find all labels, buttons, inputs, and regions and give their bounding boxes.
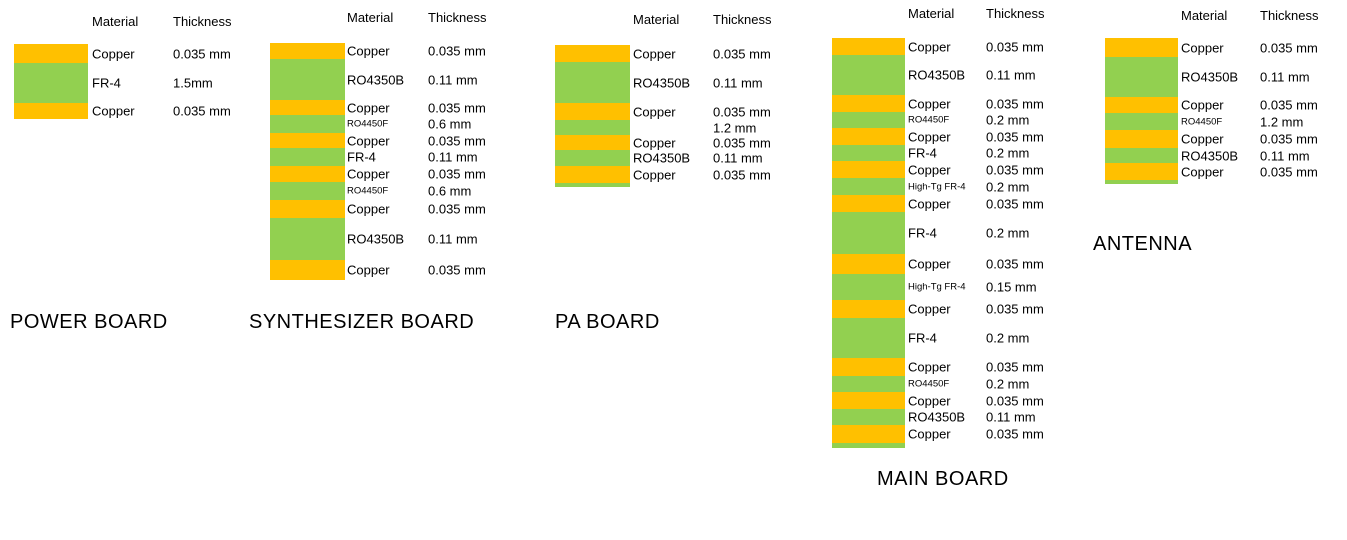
layer-material-label: Copper	[908, 162, 951, 177]
layer-bar-high-tg-fr-4	[832, 178, 905, 195]
material-column-header: Material	[1181, 8, 1228, 23]
layer-bar-ro4350b	[270, 59, 345, 100]
thickness-column-header: Thickness	[713, 12, 772, 27]
layer-material-label: Copper	[347, 100, 390, 115]
layer-thickness-label: 1.5mm	[173, 75, 213, 91]
layer-thickness-label: 0.15 mm	[986, 279, 1037, 295]
layer-material-label: High-Tg FR-4	[908, 281, 966, 293]
layer-thickness-label: 0.035 mm	[1260, 97, 1318, 113]
layer-bar-fr-4	[832, 212, 905, 254]
layer-material-label: RO4350B	[347, 72, 405, 87]
layer-thickness-label: 0.035 mm	[713, 135, 771, 150]
layer-bar-ro4350b	[1105, 57, 1178, 97]
material-column-header: Material	[92, 14, 139, 29]
layer-bar-copper	[555, 45, 630, 62]
layer-thickness-label: 0.035 mm	[428, 166, 486, 182]
layer-thickness-label: 0.035 mm	[173, 103, 231, 119]
layer-material-label: Copper	[908, 96, 951, 111]
layer-material-label: RO4350B	[633, 150, 691, 166]
layer-thickness-label: 0.2 mm	[986, 112, 1030, 128]
layer-material-label: Copper	[347, 262, 390, 278]
board-title-main-board: MAIN BOARD	[877, 468, 1009, 490]
layer-thickness-label: 0.11 mm	[713, 75, 763, 90]
layer-bar-ro4350b	[270, 218, 345, 260]
layer-thickness-label: 0.11 mm	[1260, 69, 1310, 85]
layer-bar-copper	[270, 100, 345, 115]
layer-bar-copper	[555, 103, 630, 120]
layer-bar-copper	[14, 44, 88, 63]
layer-bar-copper	[270, 200, 345, 218]
layer-thickness-label: 0.035 mm	[428, 133, 486, 148]
layer-bar-fr-4	[14, 63, 88, 103]
layer-thickness-label: 0.035 mm	[1260, 164, 1318, 179]
layer-thickness-label: 0.035 mm	[713, 104, 771, 119]
layer-material-label: Copper	[347, 166, 390, 182]
layer-material-label: Copper	[1181, 40, 1224, 55]
layer-bar-ro4450f	[1105, 113, 1178, 130]
layer-material-label: Copper	[347, 43, 390, 59]
layer-bar-fr-4	[832, 145, 905, 161]
layer-thickness-label: 1.2 mm	[713, 120, 757, 135]
layer-bar-ro4350b	[555, 150, 630, 166]
layer-bar-copper	[832, 392, 905, 409]
thickness-column-header: Thickness	[173, 14, 232, 29]
layer-thickness-label: 0.035 mm	[986, 39, 1044, 54]
layer-bar-ro4450f	[270, 182, 345, 200]
layer-material-label: Copper	[908, 256, 951, 272]
layer-bar-copper	[832, 128, 905, 145]
layer-bar-high-tg-fr-4	[832, 274, 905, 300]
layer-bar-copper	[832, 358, 905, 376]
layer-bar-copper	[270, 260, 345, 280]
layer-thickness-label: 0.11 mm	[428, 231, 478, 247]
material-column-header: Material	[633, 12, 680, 27]
layer-material-label: FR-4	[92, 75, 121, 91]
layer-bar-copper	[1105, 97, 1178, 113]
thickness-column-header: Thickness	[1260, 8, 1319, 23]
layer-bar-copper	[270, 133, 345, 148]
layer-bar-ro4450f	[832, 112, 905, 128]
layer-thickness-label: 0.2 mm	[986, 225, 1030, 241]
thickness-column-header: Thickness	[428, 10, 487, 25]
thickness-column-header: Thickness	[986, 6, 1045, 21]
layer-material-label: Copper	[908, 359, 951, 375]
layer-bar-copper	[270, 43, 345, 59]
layer-material-label: Copper	[347, 201, 390, 217]
layer-bar-ro4450f	[270, 115, 345, 133]
layer-material-label: FR-4	[908, 225, 937, 241]
layer-thickness-label: 0.035 mm	[986, 162, 1044, 177]
material-column-header: Material	[908, 6, 955, 21]
layer-thickness-label: 0.035 mm	[1260, 131, 1318, 147]
board-title-pa-board: PA BOARD	[555, 311, 660, 333]
layer-bar-copper	[1105, 163, 1178, 180]
layer-thickness-label: 0.035 mm	[986, 256, 1044, 272]
layer-bar-copper	[555, 135, 630, 150]
layer-bar-ro4350b	[555, 62, 630, 103]
layer-material-label: Copper	[347, 133, 390, 148]
layer-material-label: Copper	[1181, 164, 1224, 179]
layer-thickness-label: 0.6 mm	[428, 116, 472, 132]
layer-material-label: Copper	[908, 129, 951, 144]
layer-thickness-label: 0.035 mm	[986, 393, 1044, 408]
layer-thickness-label: 0.11 mm	[986, 67, 1036, 83]
layer-bar-copper	[555, 166, 630, 183]
layer-bar-copper	[1105, 130, 1178, 148]
layer-thickness-label: 0.11 mm	[428, 149, 478, 165]
layer-bar-dielectric	[832, 443, 905, 448]
layer-thickness-label: 0.035 mm	[428, 43, 486, 59]
layer-material-label: RO4350B	[1181, 69, 1239, 85]
layer-thickness-label: 0.11 mm	[986, 409, 1036, 425]
layer-bar-copper	[14, 103, 88, 119]
layer-material-label: Copper	[633, 167, 676, 182]
layer-material-label: RO4350B	[1181, 148, 1239, 163]
layer-material-label: RO4450F	[347, 185, 389, 197]
layer-bar-copper	[832, 300, 905, 318]
layer-material-label: Copper	[908, 301, 951, 317]
layer-bar-fr-4	[270, 148, 345, 166]
layer-material-label: RO4450F	[1181, 115, 1223, 127]
layer-material-label: RO4450F	[908, 378, 950, 390]
layer-material-label: Copper	[92, 103, 135, 119]
layer-material-label: FR-4	[347, 149, 376, 165]
layer-thickness-label: 0.2 mm	[986, 145, 1030, 161]
layer-thickness-label: 0.035 mm	[428, 201, 486, 217]
layer-thickness-label: 0.035 mm	[986, 301, 1044, 317]
layer-material-label: Copper	[633, 135, 676, 150]
layer-bar-copper	[832, 254, 905, 274]
layer-thickness-label: 0.11 mm	[1260, 148, 1310, 163]
layer-thickness-label: 0.035 mm	[986, 196, 1044, 211]
layer-thickness-label: 0.035 mm	[1260, 40, 1318, 55]
layer-material-label: Copper	[1181, 97, 1224, 113]
layer-bar-ro4450f	[832, 376, 905, 392]
material-column-header: Material	[347, 10, 394, 25]
layer-material-label: High-Tg FR-4	[908, 180, 966, 192]
layer-bar-copper	[270, 166, 345, 182]
layer-bar-copper	[832, 425, 905, 443]
layer-bar-ro4350b	[1105, 148, 1178, 163]
layer-bar-fr-4	[832, 318, 905, 358]
layer-material-label: Copper	[92, 46, 135, 61]
layer-material-label: RO4450F	[908, 114, 950, 126]
layer-material-label: Copper	[908, 426, 951, 442]
layer-thickness-label: 0.035 mm	[713, 46, 771, 61]
layer-bar-ro4350b	[832, 55, 905, 95]
layer-material-label: Copper	[908, 39, 951, 54]
layer-material-label: RO4350B	[633, 75, 691, 90]
layer-bar-copper	[832, 95, 905, 112]
layer-material-label: RO4350B	[908, 67, 966, 83]
layer-thickness-label: 0.035 mm	[986, 426, 1044, 442]
layer-thickness-label: 0.035 mm	[986, 359, 1044, 375]
layer-thickness-label: 1.2 mm	[1260, 114, 1304, 129]
layer-thickness-label: 0.035 mm	[986, 96, 1044, 111]
layer-material-label: Copper	[908, 196, 951, 211]
board-title-antenna: ANTENNA	[1093, 233, 1193, 255]
layer-thickness-label: 0.035 mm	[173, 46, 231, 61]
layer-thickness-label: 0.035 mm	[986, 129, 1044, 144]
layer-material-label: Copper	[633, 46, 676, 61]
board-title-power-board: POWER BOARD	[10, 311, 168, 333]
layer-material-label: RO4450F	[347, 118, 389, 130]
layer-bar-copper	[832, 38, 905, 55]
layer-bar-copper	[832, 195, 905, 212]
layer-thickness-label: 0.6 mm	[428, 183, 472, 199]
layer-material-label: RO4350B	[908, 409, 966, 425]
layer-bar-copper	[832, 161, 905, 178]
layer-material-label: Copper	[908, 393, 951, 408]
layer-bar-ro4350b	[832, 409, 905, 425]
layer-material-label: Copper	[1181, 131, 1224, 147]
layer-thickness-label: 0.035 mm	[713, 167, 771, 182]
layer-bar-dielectric	[555, 120, 630, 135]
layer-bar-copper	[1105, 38, 1178, 57]
layer-thickness-label: 0.11 mm	[428, 72, 478, 87]
board-title-synthesizer-board: SYNTHESIZER BOARD	[249, 311, 475, 333]
layer-thickness-label: 0.2 mm	[986, 330, 1030, 346]
layer-material-label: FR-4	[908, 145, 937, 161]
layer-thickness-label: 0.035 mm	[428, 262, 486, 278]
layer-thickness-label: 0.2 mm	[986, 179, 1030, 194]
layer-bar-dielectric	[1105, 180, 1178, 184]
layer-thickness-label: 0.035 mm	[428, 100, 486, 115]
layer-thickness-label: 0.2 mm	[986, 376, 1030, 392]
layer-material-label: RO4350B	[347, 231, 405, 247]
layer-thickness-label: 0.11 mm	[713, 150, 763, 166]
layer-material-label: FR-4	[908, 330, 937, 346]
layer-bar-dielectric	[555, 183, 630, 187]
layer-material-label: Copper	[633, 104, 676, 119]
